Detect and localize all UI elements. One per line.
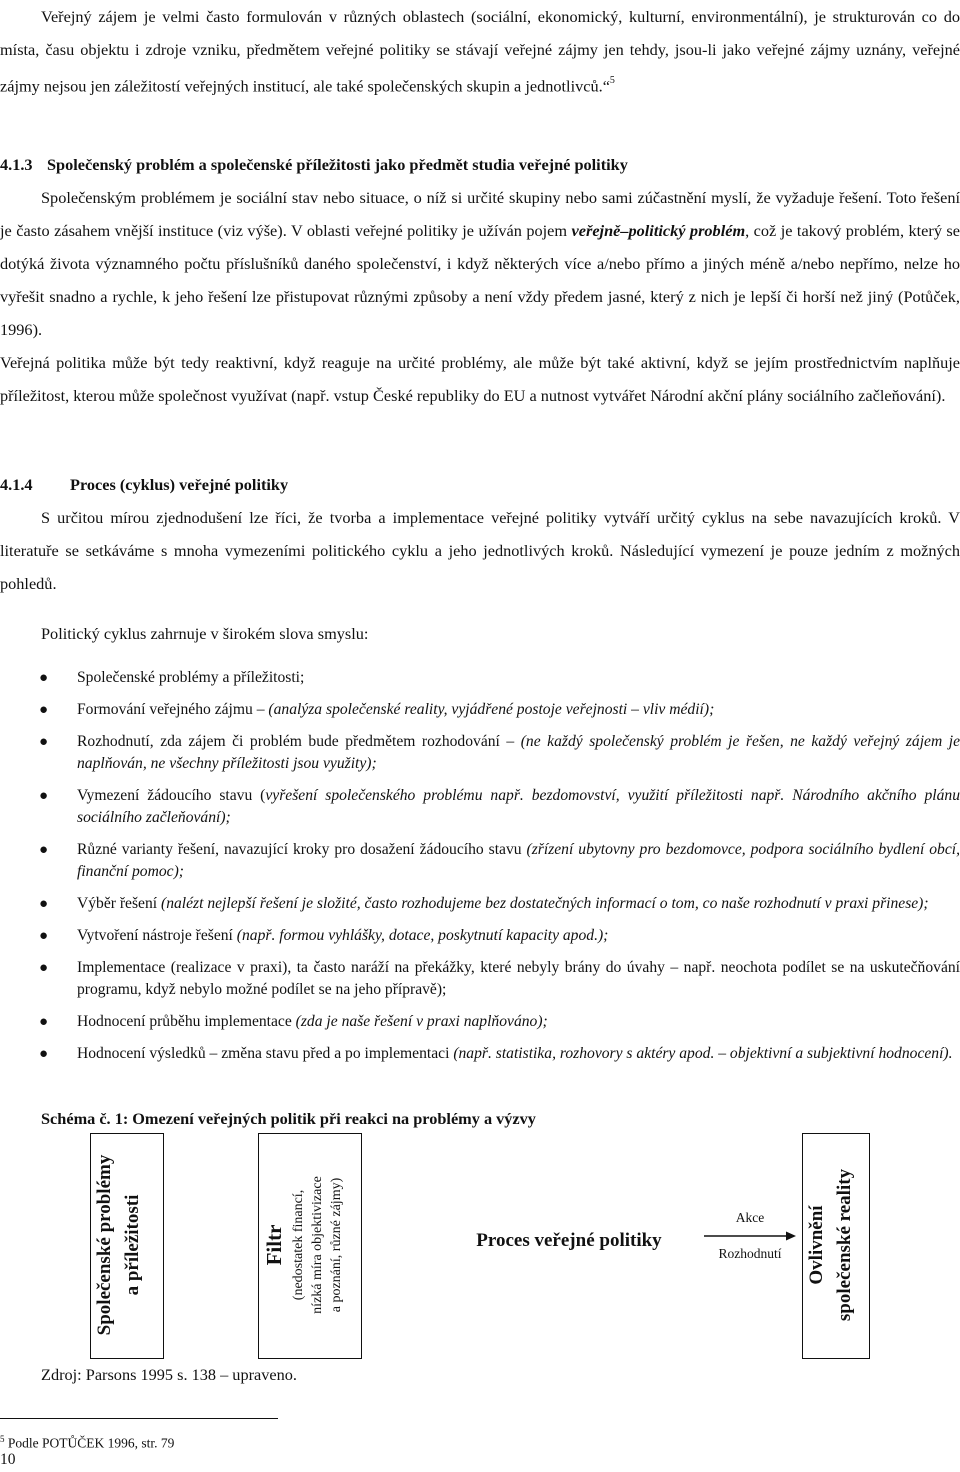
- intro-text: [0, 0, 960, 102]
- cycle-list: [0, 667, 960, 1075]
- cycle-item: [0, 1011, 960, 1033]
- box-filter: [258, 1133, 362, 1359]
- cycle-item-note: (např. statistika, rozhovory s aktéry apod. – objektivní a subjektivní hodnocení).: [453, 1045, 953, 1062]
- arrow-top-label: Akce: [735, 1210, 765, 1225]
- arrow-bottom-label: Rozhodnutí: [718, 1246, 782, 1261]
- footnote-ref[interactable]: 5: [609, 75, 615, 86]
- intro-body: Veřejný zájem je velmi často formulován v různých oblastech (sociální, ekonomický, kulturní, environmentální), je strukturován co do místa, času objektu i zdroje vzniku, předmětem veřejné politiky se stávají veřejné zájmy jen tehdy, jsou-li jako veřejné zájmy uznány, veřejné zájmy nejsou jen záležitostí veřejných institucí, ale také společenských skupin a jednotlivců.: [0, 7, 960, 96]
- cycle-item: [0, 957, 960, 1001]
- footnote-divider: [0, 1418, 278, 1419]
- cycle-item: [0, 925, 960, 947]
- cycle-item: [0, 893, 960, 915]
- cycle-item-note: (např. formou vyhlášky, dotace, poskytnutí kapacity apod.);: [236, 927, 609, 944]
- cycle-item-text: Hodnocení výsledků – změna stavu před a po implementaci: [77, 1045, 454, 1062]
- bullet-icon: ●: [39, 1014, 49, 1030]
- box-text-line: nízká míra objektivizace: [310, 1176, 325, 1314]
- bullet-icon: ●: [39, 702, 49, 718]
- section-title: Společenský problém a společenské příležitosti jako předmět studia veřejné politiky: [47, 155, 628, 174]
- section-paragraph: [0, 181, 960, 346]
- schema-title: Omezení veřejných politik při reakci na problémy a výzvy: [132, 1109, 536, 1128]
- cycle-item-note: vyřešení společenského problému např. bezdomovství, využití příležitosti např. Národního akčního plánu sociálního začleňování);: [77, 787, 960, 826]
- closing-quote: “: [602, 76, 610, 96]
- schema-caption: [41, 1108, 536, 1130]
- footnote: [0, 1430, 174, 1453]
- section-number: 4.1.4: [0, 475, 33, 494]
- box-filter-label: [259, 1134, 361, 1356]
- cycle-item-text: Vymezení žádoucího stavu (: [77, 787, 266, 804]
- section-4-1-4: [0, 468, 960, 600]
- right-arrow-icon: [702, 1230, 798, 1242]
- cycle-item: [0, 699, 960, 721]
- bullet-icon: ●: [39, 896, 49, 912]
- cycle-intro: Politický cyklus zahrnuje v širokém slova smyslu:: [41, 624, 369, 643]
- footnote-number: 5: [0, 1434, 5, 1444]
- box-text-line: (nedostatek financí,: [291, 1189, 306, 1301]
- schema-label: Schéma č. 1:: [41, 1109, 129, 1128]
- defined-term: veřejně–politický problém: [571, 221, 746, 240]
- cycle-item-note: (zřízení ubytovny pro bezdomovce, podpora sociálního bydlení obcí, finanční pomoc);: [77, 841, 960, 880]
- bullet-icon: ●: [39, 788, 49, 804]
- cycle-item: [0, 839, 960, 883]
- box-social-problems-label: [91, 1134, 161, 1356]
- cycle-item-note: – (ne každý společenský problém je řešen, ne každý veřejný zájem je naplňován, ne všechny příležitosti jsou využity);: [77, 733, 960, 772]
- schema-source: Zdroj: Parsons 1995 s. 138 – upraveno.: [41, 1365, 297, 1384]
- cycle-item-text: Rozhodnutí, zda zájem či problém bude předmětem rozhodování: [77, 733, 507, 750]
- footnote-text: Podle POTŮČEK 1996, str. 79: [4, 1435, 175, 1451]
- cycle-item: [0, 1043, 960, 1065]
- cycle-item-text: Výběr řešení: [77, 895, 161, 912]
- cycle-item-text: Formování veřejného zájmu –: [77, 701, 269, 718]
- bullet-icon: ●: [39, 842, 49, 858]
- section-paragraph: S určitou mírou zjednodušení lze říci, že tvorba a implementace veřejné politiky vytváří určitý cyklus na sebe navazujících kroků. V literatuře se setkáváme s mnoha vymezeními politického cyklu a jeho jednotlivých kroků. Následující vymezení je pouze jedním z možných pohledů.: [0, 508, 960, 593]
- box-social-reality-label: [803, 1134, 867, 1356]
- cycle-item-note: (nalézt nejlepší řešení je složité, často rozhodujeme bez dostatečných informací o tom, co naše rozhodnutí v praxi přinese);: [161, 895, 929, 912]
- section-4-1-3: [0, 148, 960, 412]
- cycle-item-text: Vytvoření nástroje řešení: [77, 927, 237, 944]
- bullet-icon: ●: [39, 960, 49, 976]
- bullet-icon: ●: [39, 734, 49, 750]
- box-social-problems: [90, 1133, 164, 1359]
- paragraph-text: Společenským problémem je sociální stav nebo situace, o níž si určité skupiny nebo sami zúčastnění myslí, že vyžaduje řešení. Toto řešení je často zásahem vnější instituce (viz výše). V oblasti veřejné politiky je užíván pojem: [0, 188, 960, 240]
- cycle-item: [0, 667, 960, 689]
- cycle-item-note: (zda je naše řešení v praxi naplňováno);: [295, 1013, 548, 1030]
- box-text-line: společenské reality: [834, 1168, 855, 1322]
- schema-diagram: [90, 1133, 870, 1359]
- page-number: 10: [0, 1451, 16, 1468]
- paragraph-text: , což je takový problém, který se dotýká života významného počtu příslušníků daného společenství, i když některých více a/nebo přímo a jiných méně a/nebo nepřímo, nelze ho vyřešit snadno a rychle, k jeho řešení lze přistupovat různými způsoby a není vždy předem jasné, který z nich je lepší či horší než jiný (Potůček, 1996).: [0, 221, 960, 339]
- cycle-item-text: Implementace (realizace v praxi), ta často naráží na překážky, které nebyly brány do úvahy – např. neochota podílet se na uskutečňování programu, když nebylo možné podílet se na jeho přípravě);: [77, 959, 960, 998]
- cycle-item: [0, 785, 960, 829]
- filter-title: Filtr: [262, 1224, 286, 1266]
- cycle-item: [0, 731, 960, 775]
- section-title: Proces (cyklus) veřejné politiky: [70, 475, 289, 494]
- cycle-item-text: Hodnocení průběhu implementace: [77, 1013, 296, 1030]
- box-social-reality: [802, 1133, 870, 1359]
- box-text-line: Společenské problémy: [94, 1154, 115, 1336]
- section-paragraph: Veřejná politika může být tedy reaktivní, když reaguje na určité problémy, ale může být také aktivní, když se jejím prostřednictvím naplňuje příležitost, kterou může společnost využívat (např. vstup České republiky do EU a nutnost vytvářet Národní akční plány sociálního začleňování).: [0, 353, 960, 405]
- bullet-icon: ●: [39, 670, 49, 686]
- bullet-icon: ●: [39, 1046, 49, 1062]
- section-number: 4.1.3: [0, 155, 33, 174]
- section-heading: [0, 148, 960, 181]
- box-text-line: a příležitosti: [122, 1194, 143, 1296]
- box-text-line: a poznání, různé zájmy): [329, 1177, 344, 1313]
- cycle-item-text: Společenské problémy a příležitosti;: [77, 669, 305, 686]
- cycle-item-text: Různé varianty řešení, navazující kroky pro dosažení žádoucího stavu: [77, 841, 527, 858]
- intro-paragraph: [0, 0, 960, 102]
- box-text-line: Ovlivnění: [806, 1205, 827, 1285]
- section-heading: [0, 468, 960, 501]
- bullet-icon: ●: [39, 928, 49, 944]
- policy-process-label: Proces veřejné politiky: [476, 1230, 662, 1251]
- cycle-item-note: (analýza společenské reality, vyjádřené postoje veřejnosti – vliv médií);: [268, 701, 715, 718]
